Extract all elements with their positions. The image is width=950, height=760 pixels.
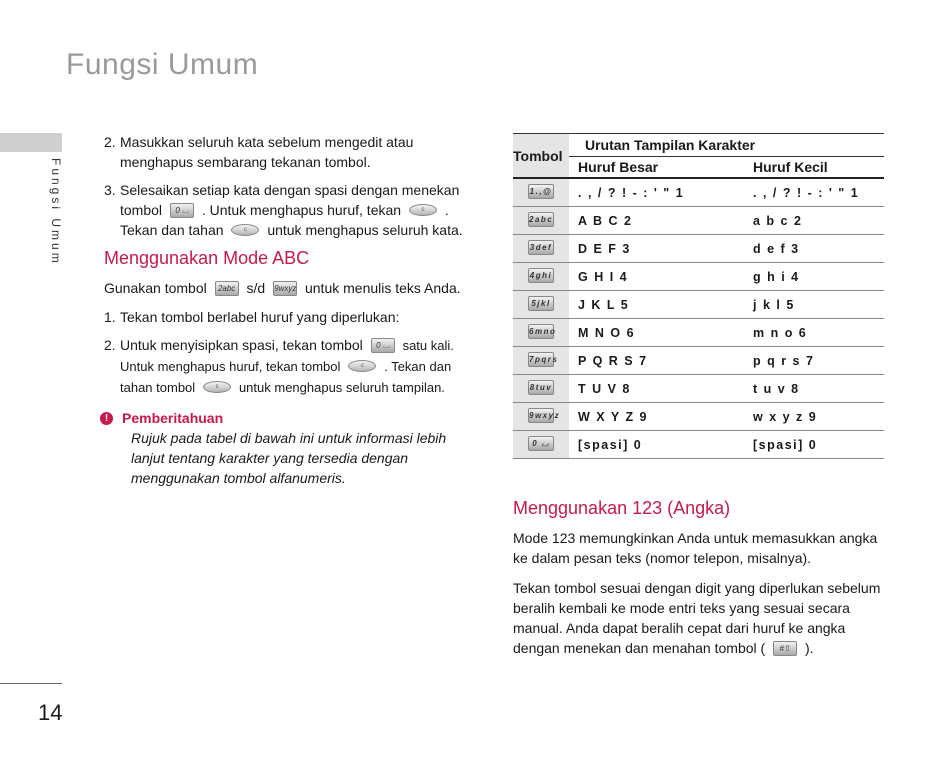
p2-text-b: ). — [804, 640, 814, 656]
table-row — [513, 375, 884, 403]
keypad-key-icon: 7pqrs — [528, 352, 554, 367]
abc-step-1 — [104, 307, 476, 327]
keypad-key-icon: 5jkl — [528, 296, 554, 311]
uppercase-cell: W X Y Z 9 — [569, 403, 753, 431]
keypad-key-icon: 4ghi — [528, 268, 554, 283]
numeric-mode-p2 — [513, 578, 888, 658]
key-2abc-icon: 2abc — [215, 281, 239, 296]
page-number: 14 — [38, 700, 63, 725]
keypad-key-icon: 8tuv — [528, 380, 554, 395]
step-number: 2. — [104, 337, 116, 353]
intro-text-a: Gunakan tombol — [104, 280, 207, 296]
s2-text-d: untuk menghapus seluruh tampilan. — [238, 380, 445, 395]
header-urutan: Urutan Tampilan Karakter — [569, 134, 884, 157]
lowercase-cell: g h i 4 — [753, 263, 884, 291]
lowercase-cell: m n o 6 — [753, 319, 884, 347]
table-row — [513, 263, 884, 291]
key-cell — [513, 319, 569, 347]
keypad-key-icon: 3def — [528, 240, 554, 255]
key-cell — [513, 207, 569, 235]
key-cell — [513, 291, 569, 319]
table-row — [513, 347, 884, 375]
uppercase-cell: J K L 5 — [569, 291, 753, 319]
table-row — [513, 235, 884, 263]
header-tombol: Tombol — [513, 134, 569, 179]
notice-header — [104, 408, 476, 428]
s2-text-b: satu kali. Untuk menghapus huruf, tekan tombol — [120, 338, 454, 374]
p2-text-a: Tekan tombol sesuai dengan digit yang diperlukan sebelum beralih kembali ke mode entri teks yang sesuai secara manual. Anda dapat beralih cepat dari huruf ke angka dengan menekan dan menahan tombol ( — [513, 580, 881, 656]
key-cell — [513, 347, 569, 375]
step-text — [120, 335, 476, 398]
key-cell — [513, 235, 569, 263]
step-text: Masukkan seluruh kata sebelum mengedit atau menghapus sembarang tekanan tombol. — [120, 134, 414, 170]
step3-text-c: . Tekan dan tahan — [120, 202, 449, 238]
lowercase-cell: w x y z 9 — [753, 403, 884, 431]
character-table — [513, 133, 884, 459]
keypad-key-icon: 9wxyz — [528, 408, 554, 423]
step-number: 3. — [104, 182, 116, 198]
key-cell — [513, 178, 569, 207]
lowercase-cell: j k l 5 — [753, 291, 884, 319]
key-cell — [513, 375, 569, 403]
uppercase-cell: D E F 3 — [569, 235, 753, 263]
uppercase-cell: T U V 8 — [569, 375, 753, 403]
keypad-key-icon: 0 ⌴ — [528, 436, 554, 451]
step-text: Tekan tombol berlabel huruf yang diperlukan: — [120, 309, 400, 325]
table-row — [513, 178, 884, 207]
numeric-mode-p1: Mode 123 memungkinkan Anda untuk memasukkan angka ke dalam pesan teks (nomor telepon, misalnya). — [513, 530, 878, 566]
step3-text-b: . Untuk menghapus huruf, tekan — [201, 202, 402, 218]
lowercase-cell: . , / ? ! - : ' " 1 — [753, 178, 884, 207]
keypad-key-icon: 2abc — [528, 212, 554, 227]
uppercase-cell: G H I 4 — [569, 263, 753, 291]
hash-key-icon: #⇧ — [773, 641, 797, 656]
header-huruf-kecil: Huruf Kecil — [753, 157, 884, 179]
step-number: 1. — [104, 309, 116, 325]
table-row — [513, 207, 884, 235]
page-title: Fungsi Umum — [66, 48, 259, 81]
section-title-123: Menggunakan 123 (Angka) — [513, 498, 731, 518]
notice-title: Pemberitahuan — [122, 410, 224, 426]
step-text — [120, 180, 476, 240]
clear-key-icon: c — [409, 204, 437, 216]
key-cell — [513, 403, 569, 431]
s2-text-a: Untuk menyisipkan spasi, tekan tombol — [120, 337, 363, 353]
clear-key-icon: c — [203, 381, 231, 393]
key-cell — [513, 431, 569, 459]
intro-text-b: s/d — [246, 280, 266, 296]
lowercase-cell: p q r s 7 — [753, 347, 884, 375]
keypad-key-icon: 6mno — [528, 324, 554, 339]
table-row — [513, 291, 884, 319]
section-title-abc: Menggunakan Mode ABC — [104, 248, 310, 268]
key-9wxyz-icon: 9wxyz — [273, 281, 297, 296]
uppercase-cell: A B C 2 — [569, 207, 753, 235]
footer-rule — [0, 683, 62, 684]
notice-body: Rujuk pada tabel di bawah ini untuk informasi lebih lanjut tentang karakter yang tersedia dengan menggunakan tombol alfanumeris. — [131, 430, 447, 486]
abc-step-2 — [104, 335, 476, 398]
abc-intro — [104, 278, 476, 298]
lowercase-cell: [spasi] 0 — [753, 431, 884, 459]
step3-text-d: untuk menghapus seluruh kata. — [267, 222, 463, 238]
uppercase-cell: [spasi] 0 — [569, 431, 753, 459]
exclamation-icon: ! — [100, 412, 113, 425]
key-0-space-icon: 0 ⌴ — [170, 203, 194, 218]
lowercase-cell: d e f 3 — [753, 235, 884, 263]
step-3 — [104, 180, 476, 240]
left-column — [104, 132, 476, 488]
uppercase-cell: P Q R S 7 — [569, 347, 753, 375]
step-2 — [104, 132, 476, 172]
clear-key-icon: c — [348, 360, 376, 372]
lowercase-cell: a b c 2 — [753, 207, 884, 235]
table-row — [513, 431, 884, 459]
keypad-key-icon: 1.,@ — [528, 184, 554, 199]
table-row — [513, 319, 884, 347]
side-tab-bar — [0, 133, 62, 152]
step3-text-a: Selesaikan setiap kata dengan spasi dengan menekan tombol — [120, 182, 460, 218]
intro-text-c: untuk menulis teks Anda. — [304, 280, 461, 296]
s2-text-c: . Tekan dan tahan tombol — [120, 359, 452, 395]
clear-key-icon: c — [231, 224, 259, 236]
key-0-space-icon: 0 ⌴ — [371, 338, 395, 353]
uppercase-cell: . , / ? ! - : ' " 1 — [569, 178, 753, 207]
uppercase-cell: M N O 6 — [569, 319, 753, 347]
right-column — [513, 133, 885, 459]
table-row — [513, 403, 884, 431]
key-cell — [513, 263, 569, 291]
numeric-mode-section — [513, 492, 888, 668]
side-section-label: Fungsi Umum — [49, 158, 63, 266]
lowercase-cell: t u v 8 — [753, 375, 884, 403]
step-number: 2. — [104, 134, 116, 150]
header-huruf-besar: Huruf Besar — [569, 157, 753, 179]
